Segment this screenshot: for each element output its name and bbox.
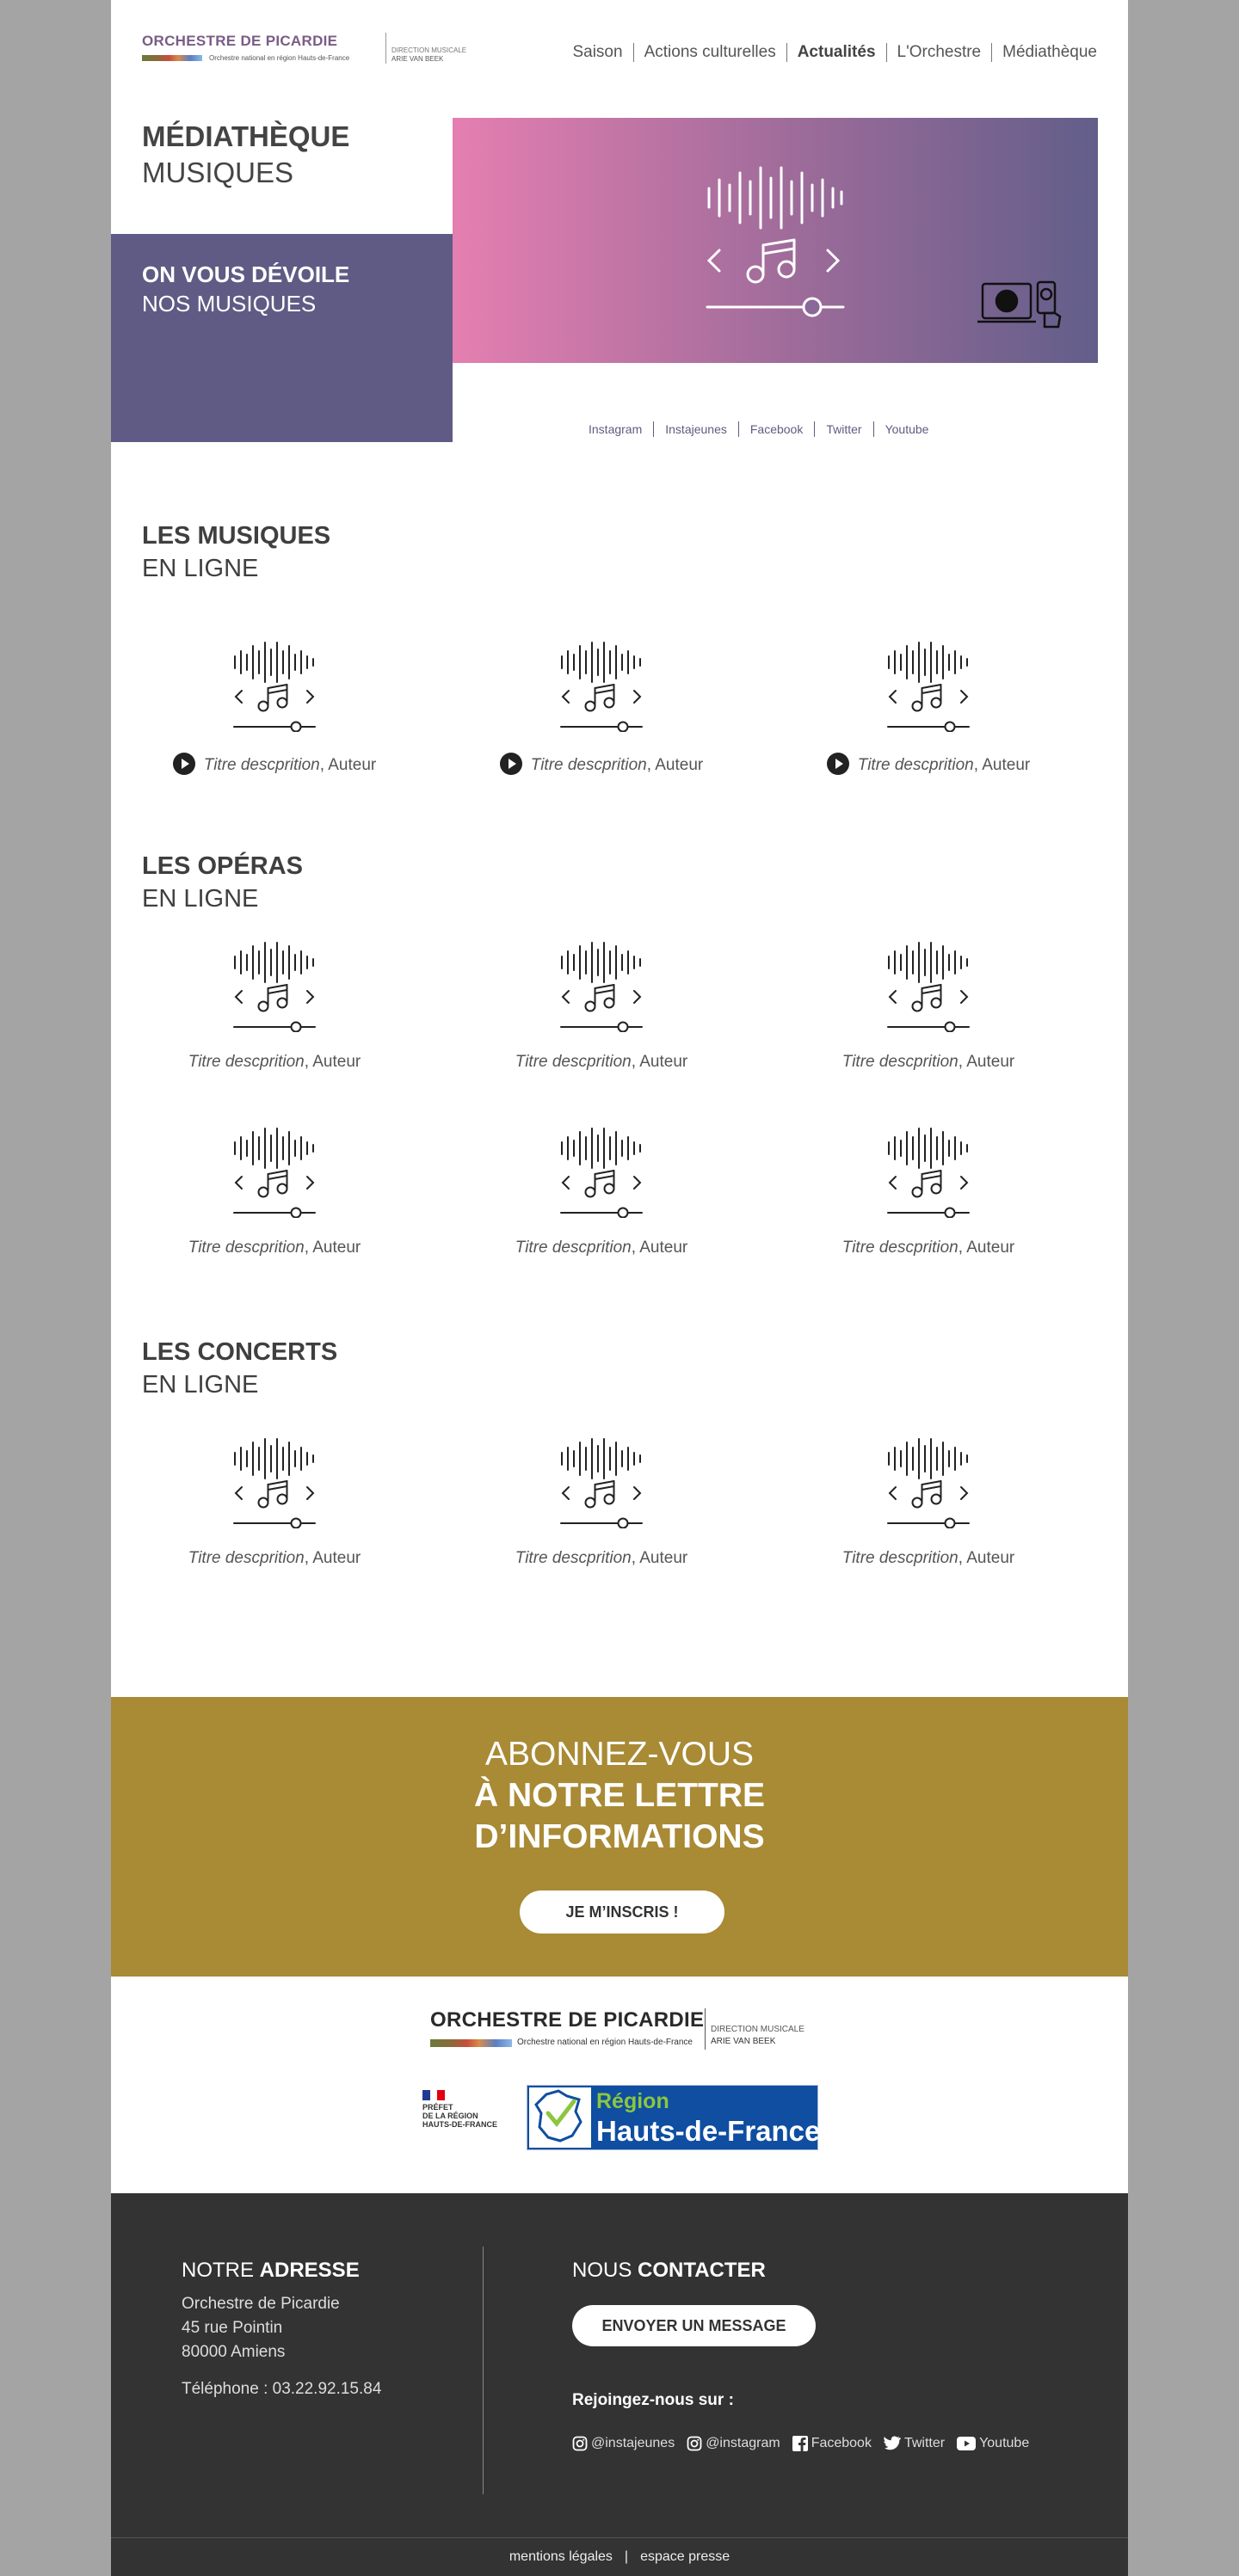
page [111,0,1128,2576]
section-title-operas [142,850,303,915]
media-item-title: Titre descprition [530,756,647,774]
footer-address [182,2292,340,2364]
hero-tagline-bold: ON VOUS DÉVOILE [142,261,350,287]
social-link-facebook[interactable]: Facebook [738,421,814,437]
footer-contact-heading [572,2259,766,2283]
media-item[interactable] [111,641,438,813]
media-item[interactable] [438,1127,765,1299]
media-item-author: , Auteur [958,1239,1015,1257]
nav-mediatheque[interactable]: Médiathèque [991,43,1097,62]
social-link-youtube[interactable]: Youtube [873,421,940,437]
media-item[interactable] [111,1127,438,1299]
instagram-icon [572,2436,588,2451]
media-item-caption [111,1239,438,1257]
footer-phone[interactable]: Téléphone : 03.22.92.15.84 [182,2380,382,2398]
footer-social-label: @instajeunes [591,2436,675,2450]
site-footer [111,2193,1128,2576]
media-item-title: Titre descprition [515,1053,632,1071]
media-item-caption [111,1549,438,1568]
media-item[interactable] [438,641,765,813]
logo-subtitle: Orchestre national en région Hauts-de-France [517,2038,693,2047]
section-title-concerts [142,1336,337,1401]
french-flag-icon [422,2090,445,2100]
media-item-title: Titre descprition [188,1053,305,1071]
media-item[interactable] [765,1437,1092,1609]
media-item-caption [111,753,438,775]
media-item-caption [765,753,1092,775]
media-item-author: , Auteur [646,756,704,774]
section-title-musiques [142,520,330,585]
media-item-author: , Auteur [958,1549,1015,1567]
logo-divider [705,2008,706,2050]
media-item-author: , Auteur [631,1239,688,1257]
media-item-caption [438,1549,765,1568]
main-nav [562,43,1097,62]
send-message-button[interactable]: ENVOYER UN MESSAGE [572,2305,816,2346]
media-item-caption [438,1053,765,1072]
media-item-author: , Auteur [304,1239,361,1257]
social-link-instajeunes[interactable]: Instajeunes [653,421,738,437]
footer-orchestre-logo[interactable] [430,2008,826,2055]
footer-social-facebook[interactable] [792,2436,872,2451]
footer-join-label: Rejoingez-nous sur : [572,2391,734,2409]
music-player-icon [231,941,317,1032]
newsletter-heading-line1: ABONNEZ-VOUS [484,1736,755,1773]
media-item[interactable] [438,941,765,1113]
section-title-light: EN LIGNE [142,1371,259,1399]
social-link-twitter[interactable]: Twitter [814,421,872,437]
media-item-title: Titre descprition [203,756,320,774]
hero-tagline-box [111,234,453,442]
logo-color-bar [142,55,202,61]
footer-social-instajeunes[interactable] [572,2436,675,2451]
nav-actions-culturelles[interactable]: Actions culturelles [633,43,786,62]
media-item-author: , Auteur [958,1053,1015,1071]
logo-director: ARIE VAN BEEK [391,55,444,63]
footer-social-links [572,2436,1041,2451]
music-player-icon [885,941,971,1032]
logo-director: ARIE VAN BEEK [711,2037,776,2046]
youtube-icon [957,2437,976,2450]
logo-name: ORCHESTRE DE PICARDIE [430,2008,705,2032]
press-area-link[interactable]: espace presse [640,2549,730,2564]
media-item-title: Titre descprition [841,1239,959,1257]
music-player-icon [558,1127,644,1218]
footer-social-label: Twitter [903,2436,946,2450]
media-item-author: , Auteur [631,1549,688,1567]
newsletter-heading-line3: D’INFORMATIONS [474,1818,765,1855]
region-hauts-de-france-logo[interactable] [527,2085,821,2150]
footer-contact-heading-bold: CONTACTER [638,2259,766,2282]
nav-saison[interactable]: Saison [572,43,623,61]
play-icon[interactable] [827,753,849,775]
hero-social-links [589,421,940,437]
media-item-title: Titre descprition [841,1549,959,1567]
address-line: 45 rue Pointin [182,2319,283,2337]
address-line: Orchestre de Picardie [182,2295,340,2313]
media-item-author: , Auteur [304,1549,361,1567]
newsletter-heading-line2: À NOTRE LETTRE [474,1777,765,1814]
media-item-author: , Auteur [631,1053,688,1071]
footer-bottom-bar [111,2537,1128,2576]
newsletter-banner [111,1697,1128,1977]
music-player-icon [702,164,848,319]
footer-social-youtube[interactable] [957,2436,1029,2451]
page-title-bold: MÉDIATHÈQUE [142,120,350,152]
twitter-icon [884,2436,901,2451]
region-label-line1: Région [596,2089,669,2113]
media-item-author: , Auteur [319,756,377,774]
instagram-icon [687,2436,702,2451]
media-item-caption [765,1239,1092,1257]
media-item[interactable] [111,941,438,1113]
footer-social-instagram[interactable] [687,2436,780,2451]
music-player-icon [231,1127,317,1218]
media-item-author: , Auteur [973,756,1031,774]
footer-social-twitter[interactable] [884,2436,945,2451]
music-player-icon [558,641,644,732]
footer-address-heading [182,2259,360,2283]
media-item-title: Titre descprition [188,1549,305,1567]
media-item[interactable] [111,1437,438,1609]
section-title-bold: LES MUSIQUES [142,522,331,550]
prefet-logo[interactable] [422,2090,509,2150]
footer-link-separator: | [624,2549,629,2564]
logo-color-bar [430,2039,512,2047]
logo-direction-label: DIRECTION MUSICALE [391,46,467,54]
prefet-line1: PRÉFET [422,2103,453,2112]
music-player-icon [558,1437,644,1528]
media-item-title: Titre descprition [857,756,974,774]
media-item-author: , Auteur [304,1053,361,1071]
music-player-icon [885,1127,971,1218]
music-player-icon [231,641,317,732]
music-player-icon [231,1437,317,1528]
play-icon[interactable] [500,753,522,775]
media-item-caption [438,753,765,775]
music-player-icon [885,1437,971,1528]
media-item-title: Titre descprition [515,1239,632,1257]
media-item-caption [438,1239,765,1257]
music-player-icon [558,941,644,1032]
prefet-line3: HAUTS-DE-FRANCE [422,2120,497,2129]
section-title-bold: LES OPÉRAS [142,852,303,880]
media-item-caption [765,1053,1092,1072]
music-player-icon [885,641,971,732]
prefet-text [422,2103,509,2129]
prefet-line2: DE LA RÉGION [422,2112,478,2120]
social-link-instagram[interactable]: Instagram [589,422,643,436]
play-icon[interactable] [173,753,195,775]
france-map-icon [529,2087,591,2148]
media-item[interactable] [438,1437,765,1609]
section-title-light: EN LIGNE [142,885,259,913]
footer-social-label: @instagram [706,2436,780,2450]
footer-address-heading-bold: ADRESSE [259,2259,360,2282]
logo-name: ORCHESTRE DE PICARDIE [142,33,338,49]
hero-tagline [142,260,349,318]
media-item[interactable] [765,1127,1092,1299]
address-line: 80000 Amiens [182,2343,286,2361]
hero-tagline-light: NOS MUSIQUES [142,291,317,317]
logo-divider [385,33,386,64]
hero-banner [453,118,1098,363]
section-title-light: EN LIGNE [142,555,259,582]
facebook-icon [792,2436,808,2451]
newsletter-subscribe-button[interactable]: JE M’INSCRIS ! [520,1891,724,1934]
media-item[interactable] [765,641,1092,813]
footer-address-heading-light: NOTRE [182,2259,260,2282]
nav-orchestre[interactable]: L'Orchestre [886,43,992,62]
region-label-line2: Hauts-de-France [596,2115,821,2147]
site-logo[interactable] [142,33,467,67]
media-item[interactable] [765,941,1092,1113]
media-item-caption [765,1549,1092,1568]
footer-contact-heading-light: NOUS [572,2259,638,2282]
footer-social-label: Facebook [811,2436,872,2450]
logo-direction-label: DIRECTION MUSICALE [711,2025,804,2034]
page-title-light: MUSIQUES [142,157,294,188]
media-item-title: Titre descprition [841,1053,959,1071]
section-title-bold: LES CONCERTS [142,1338,338,1366]
logo-subtitle: Orchestre national en région Hauts-de-France [209,54,350,62]
page-title [142,119,349,191]
laptop-phone-music-icon [976,279,1067,332]
footer-social-label: Youtube [979,2436,1030,2450]
media-item-caption [111,1053,438,1072]
media-item-title: Titre descprition [188,1239,305,1257]
footer-divider [483,2247,484,2494]
nav-actualites[interactable]: Actualités [786,43,886,62]
media-item-title: Titre descprition [515,1549,632,1567]
legal-notice-link[interactable]: mentions légales [509,2549,613,2564]
